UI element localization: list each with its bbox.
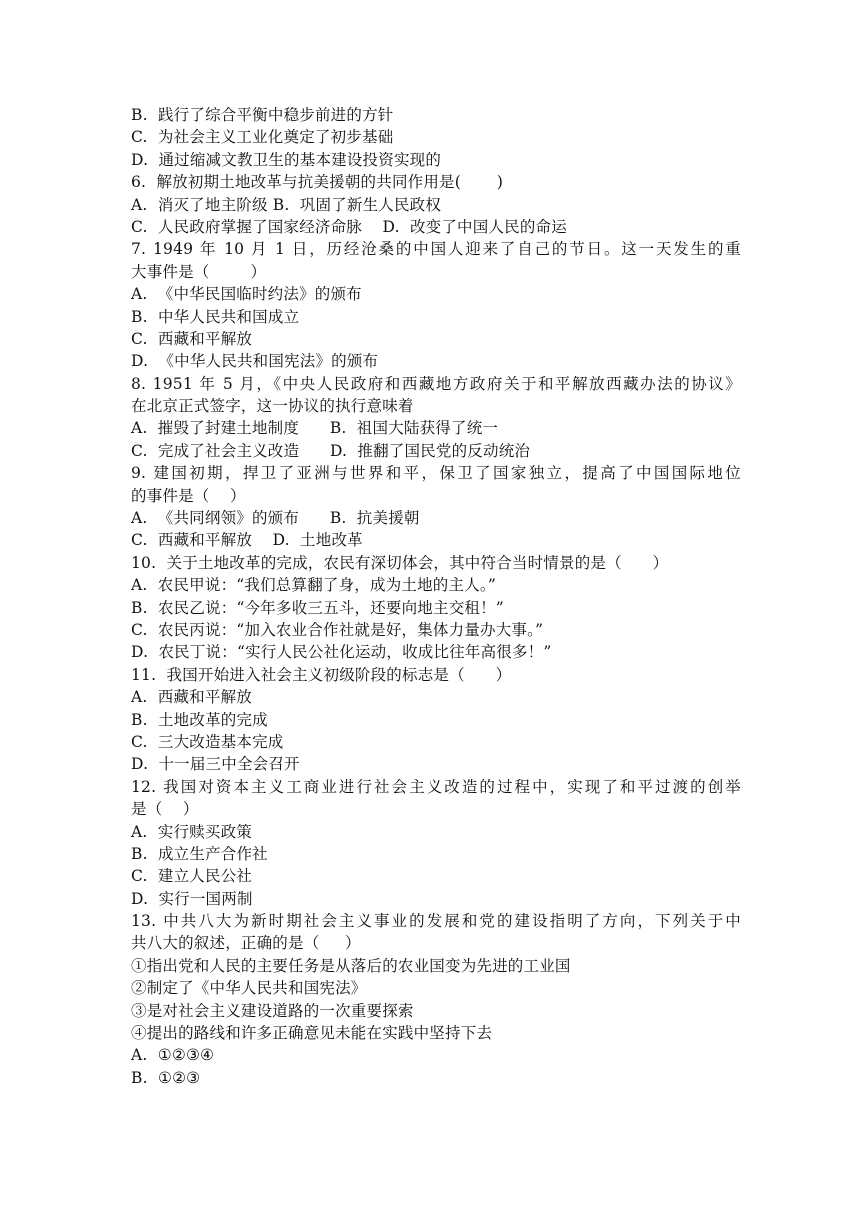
option-line: A. 农民甲说：“我们总算翻了身，成为土地的主人。” <box>131 576 496 595</box>
statement-line: ④提出的路线和许多正确意见未能在实践中坚持下去 <box>131 1024 493 1043</box>
option-line: A. 《共同纲领》的颁布 B. 抗美援朝 <box>131 509 420 528</box>
option-line: A. 实行赎买政策 <box>131 822 252 841</box>
question-13: 13. 中共八大为新时期社会主义事业的发展和党的建设指明了方向，下列关于中 <box>131 912 741 931</box>
question-9: 9. 建国初期，捍卫了亚洲与世界和平，保卫了国家独立，提高了中国国际地位 <box>131 464 741 483</box>
option-line: C. 人民政府掌握了国家经济命脉 D. 改变了中国人民的命运 <box>131 217 567 236</box>
option-line: D. 《中华人民共和国宪法》的颁布 <box>131 352 379 371</box>
option-line: A. 摧毁了封建土地制度 B. 祖国大陆获得了统一 <box>131 419 499 438</box>
question-12-continued: 是（ ） <box>131 800 199 819</box>
question-8: 8. 1951 年 5 月，《中央人民政府和西藏地方政府关于和平解放西藏办法的协议》 <box>131 374 741 393</box>
question-6: 6. 解放初期土地改革与抗美援朝的共同作用是( ) <box>131 173 504 192</box>
question-13-continued: 共八大的叙述，正确的是（ ） <box>131 934 361 953</box>
question-7: 7. 1949 年 10 月 1 日，历经沧桑的中国人迎来了自己的节日。这一天发生的重 <box>131 240 741 259</box>
option-line: B. 农民乙说：“今年多收三五斗，还要向地主交租！” <box>131 598 504 617</box>
question-8-continued: 在北京正式签字，这一协议的执行意味着 <box>131 397 414 416</box>
question-11: 11. 我国开始进入社会主义初级阶段的标志是（ ） <box>131 665 512 684</box>
question-9-continued: 的事件是（ ） <box>131 486 246 505</box>
option-line: A. ①②③④ <box>131 1046 215 1065</box>
option-line: D. 农民丁说：“实行人民公社化运动，收成比往年高很多！” <box>131 643 552 662</box>
option-line: C. 农民丙说：“加入农业合作社就是好，集体力量办大事。” <box>131 620 544 639</box>
option-line: B. 成立生产合作社 <box>131 844 268 863</box>
option-line: A. 西藏和平解放 <box>131 688 252 707</box>
question-10: 10. 关于土地改革的完成，农民有深切体会，其中符合当时情景的是（ ） <box>131 553 669 572</box>
statement-line: ②制定了《中华人民共和国宪法》 <box>131 979 367 998</box>
statement-line: ③是对社会主义建设道路的一次重要探索 <box>131 1001 414 1020</box>
option-line: C. 西藏和平解放 D. 土地改革 <box>131 531 363 550</box>
option-line: B. 土地改革的完成 <box>131 710 268 729</box>
option-line: C. 完成了社会主义改造 D. 推翻了国民党的反动统治 <box>131 441 531 460</box>
option-line: D. 通过缩减文教卫生的基本建设投资实现的 <box>131 150 442 169</box>
option-line: C. 建立人民公社 <box>131 867 253 886</box>
option-line: C. 为社会主义工业化奠定了初步基础 <box>131 128 394 147</box>
question-12: 12. 我国对资本主义工商业进行社会主义改造的过程中，实现了和平过渡的创举 <box>131 777 741 796</box>
question-7-continued: 大事件是（ ） <box>131 262 267 281</box>
option-line: B. 践行了综合平衡中稳步前进的方针 <box>131 106 394 124</box>
option-line: D. 实行一国两制 <box>131 889 253 908</box>
option-line: A. 《中华民国临时约法》的颁布 <box>131 285 362 304</box>
option-line: B. 中华人民共和国成立 <box>131 307 300 326</box>
option-line: D. 十一届三中全会召开 <box>131 755 300 774</box>
option-line: C. 三大改造基本完成 <box>131 732 284 751</box>
document-body <box>131 104 741 1089</box>
option-line: B. ①②③ <box>131 1068 201 1087</box>
statement-line: ①指出党和人民的主要任务是从落后的农业国变为先进的工业国 <box>131 956 571 975</box>
option-line: C. 西藏和平解放 <box>131 329 253 348</box>
option-line: A. 消灭了地主阶级 B. 巩固了新生人民政权 <box>131 195 442 214</box>
